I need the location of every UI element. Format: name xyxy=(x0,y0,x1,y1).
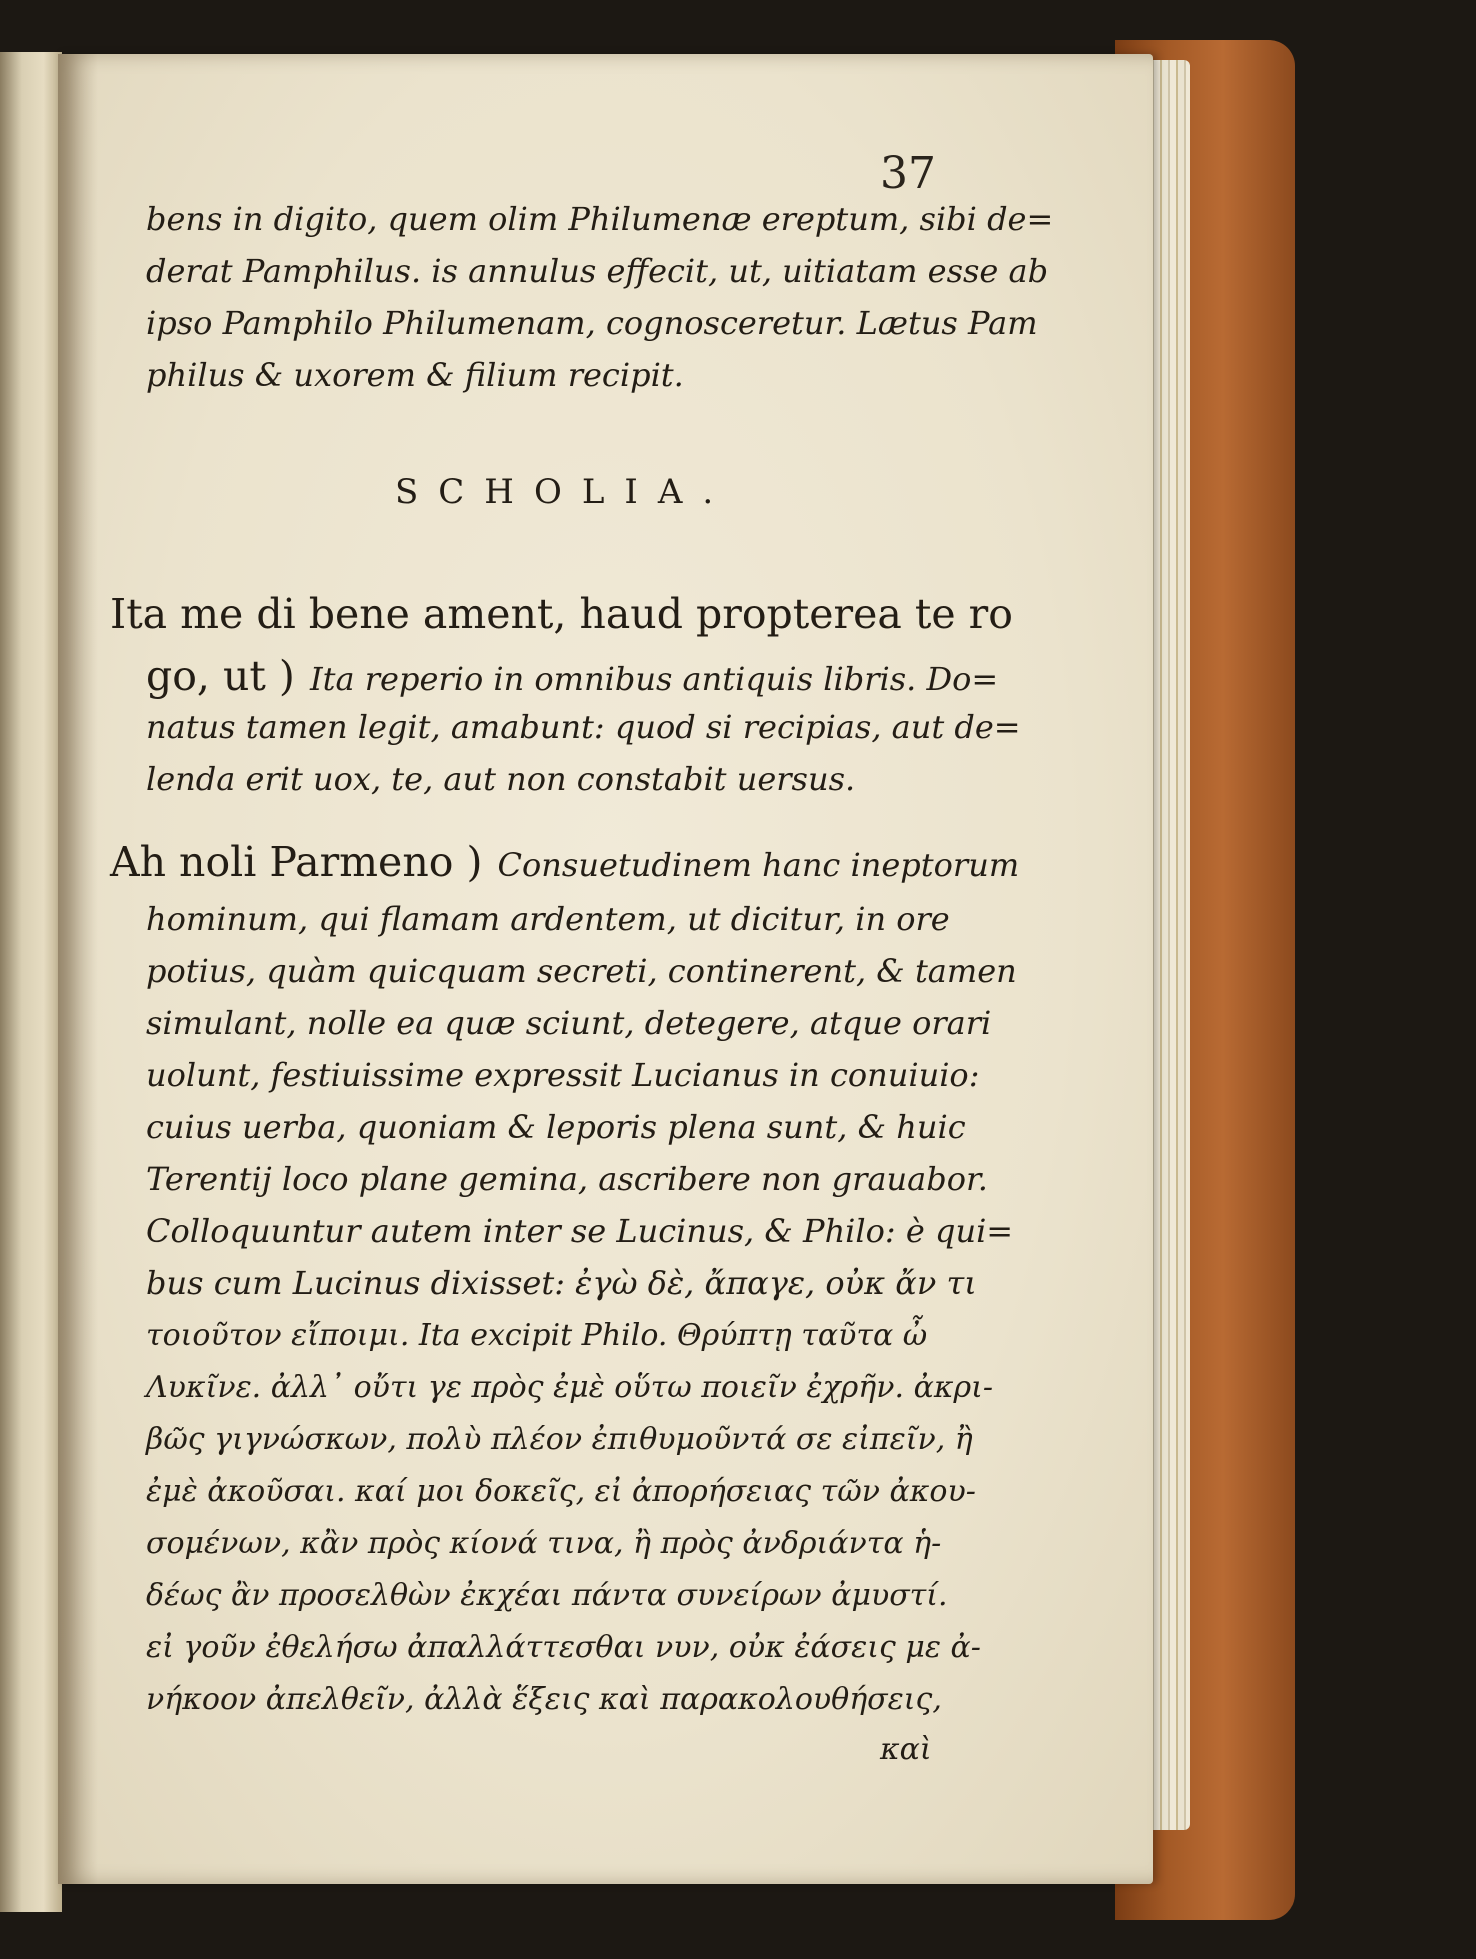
argument-line: derat Pamphilus. is annulus effecit, ut, uitiatam esse ab xyxy=(146,252,1049,290)
note-line: Colloquuntur autem inter se Lucinus, & Philo: è qui= xyxy=(146,1212,1014,1250)
note-lemma-continued: go, ut ) xyxy=(146,652,295,700)
greek-line: νήκοον ἀπελθεῖν, ἀλλὰ ἕξεις καὶ παρακολουθήσεις, xyxy=(146,1682,942,1717)
greek-line: ἐμὲ ἀκοῦσαι. καί μοι δοκεῖς, εἰ ἀπορήσειας τῶν ἀκου- xyxy=(146,1474,976,1509)
note-line: simulant, nolle ea quæ sciunt, detegere, atque orari xyxy=(146,1004,992,1042)
note-line: cuius uerba, quoniam & leporis plena sunt, & huic xyxy=(146,1108,966,1146)
greek-line: Λυκῖνε. ἀλλ᾽ οὔτι γε πρὸς ἐμὲ οὕτω ποιεῖν ἐχρῆν. ἀκρι- xyxy=(146,1370,994,1405)
note-line: lenda erit uox, te, aut non constabit uersus. xyxy=(146,760,856,798)
greek-line: εἰ γοῦν ἐθελήσω ἀπαλλάττεσθαι νυν, οὐκ ἐάσεις με ἀ- xyxy=(146,1630,981,1665)
section-heading: SCHOLIA. xyxy=(395,472,734,512)
note-text: Ita reperio in omnibus antiquis libris. Do= xyxy=(310,660,999,698)
note-line: uolunt, festiuissime expressit Lucianus in conuiuio: xyxy=(146,1056,980,1094)
catchword: καὶ xyxy=(880,1732,932,1767)
page-number: 37 xyxy=(880,148,936,199)
greek-line: σομένων, κἂν πρὸς κίονά τινα, ἢ πρὸς ἀνδριάντα ἡ- xyxy=(146,1526,942,1561)
note-line xyxy=(146,652,998,700)
note-text: Consuetudinem hanc ineptorum xyxy=(497,846,1020,884)
note-line xyxy=(110,838,1019,886)
argument-line: bens in digito, quem olim Philumenæ ereptum, sibi de= xyxy=(146,200,1054,238)
note-line: natus tamen legit, amabunt: quod si recipias, aut de= xyxy=(146,708,1021,746)
note-line: hominum, qui flamam ardentem, ut dicitur, in ore xyxy=(146,900,950,938)
greek-line: βῶς γιγνώσκων, πολὺ πλέον ἐπιθυμοῦντά σε εἰπεῖν, ἢ xyxy=(146,1422,973,1457)
argument-line: philus & uxorem & filium recipit. xyxy=(146,356,684,394)
note-line: bus cum Lucinus dixisset: ἐγὼ δὲ, ἄπαγε, οὐκ ἄν τι xyxy=(146,1264,977,1302)
note-line: potius, quàm quicquam secreti, continerent, & tamen xyxy=(146,952,1017,990)
gutter-shadow xyxy=(58,54,98,1884)
argument-line: ipso Pamphilo Philumenam, cognosceretur. Lætus Pam xyxy=(146,304,1038,342)
greek-line: δέως ἂν προσελθὼν ἐκχέαι πάντα συνείρων ἀμυστί. xyxy=(146,1578,948,1613)
note-line: Terentij loco plane gemina, ascribere non grauabor. xyxy=(146,1160,988,1198)
greek-line: τοιοῦτον εἴποιμι. Ita excipit Philo. Θρύπτῃ ταῦτα ὦ xyxy=(146,1318,928,1353)
note-lemma: Ah noli Parmeno ) xyxy=(110,838,483,886)
note-lemma: Ita me di bene ament, haud propterea te ro xyxy=(110,590,1013,638)
facing-page-edge xyxy=(0,52,62,1912)
